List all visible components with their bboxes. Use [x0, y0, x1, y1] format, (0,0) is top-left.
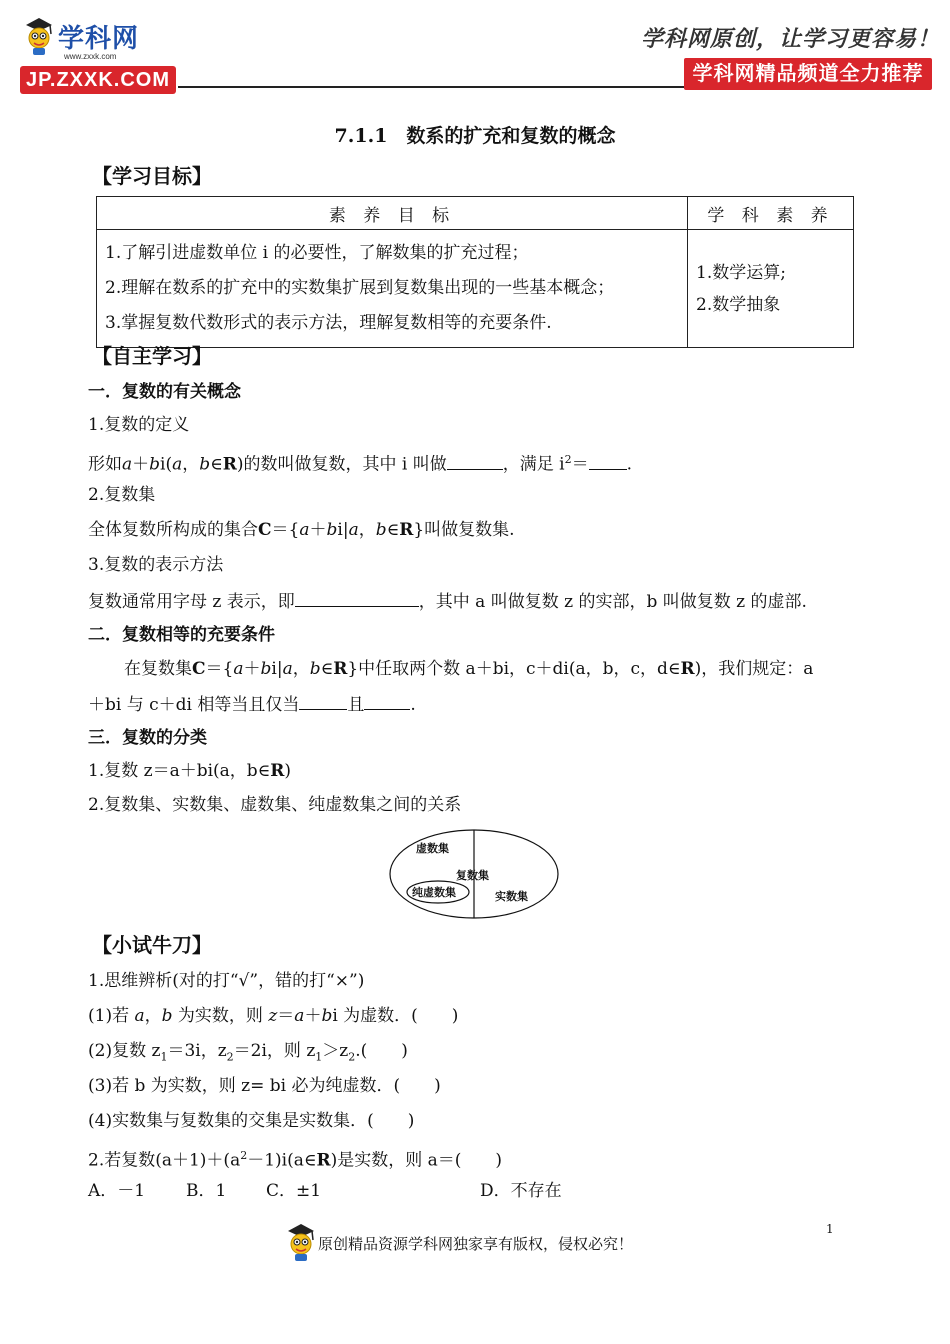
footer-mascot-icon: [284, 1222, 318, 1262]
copyright-notice: 原创精品资源学科网独家享有版权，侵权必究！: [318, 1235, 634, 1253]
goals-col-header: 素 养 目 标: [97, 197, 688, 230]
subsection-heading: 1.复数的定义: [88, 415, 190, 435]
header-rule: [178, 86, 688, 88]
logo-url: www.zxxk.com: [64, 52, 117, 61]
slogan: 学科网原创，让学习更容易！: [640, 26, 940, 52]
logo-badge: JP.ZXXK.COM: [20, 66, 176, 94]
goals-cell: [97, 230, 688, 348]
goal-item: 1.了解引进虚数单位 i 的必要性，了解数集的扩充过程；: [105, 243, 529, 263]
goal-item: 2.理解在数系的扩充中的实数集扩展到复数集出现的一些基本概念；: [105, 278, 615, 298]
option-d[interactable]: D．不存在: [480, 1181, 562, 1201]
subsection-heading: 3.复数的表示方法: [88, 555, 224, 575]
fill-blank[interactable]: [364, 691, 410, 710]
mascot-icon: [22, 16, 56, 56]
classification-line: 1.复数 z＝a＋bi(a，b∈R): [88, 761, 292, 781]
fill-blank[interactable]: [589, 451, 627, 470]
study-heading: 【自主学习】: [92, 344, 212, 368]
question-1-2: (2)复数 $z_1=3i$，$z_2=2i$，则 $z_1>z_2$.( ): [88, 1041, 408, 1064]
fill-blank[interactable]: [447, 451, 503, 470]
fill-blank[interactable]: [299, 691, 347, 710]
imaginary-set-label: 虚数集: [416, 842, 449, 855]
literacy-item: 2.数学抽象: [696, 294, 781, 315]
section-heading: 一．复数的有关概念: [88, 382, 241, 402]
logo-name: 学科网: [58, 23, 140, 53]
question-1-1: (1)若 a，b 为实数，则 z＝a＋bi 为虚数．( ): [88, 1006, 459, 1026]
goals-table: [96, 196, 854, 348]
question-1: 1.思维辨析(对的打“√”，错的打“×”): [88, 971, 365, 991]
section-heading: 二．复数相等的充要条件: [88, 625, 275, 645]
section-heading: 三．复数的分类: [88, 728, 207, 748]
equality-line: 在复数集C＝{a＋bi|a，b∈R}中任取两个数 a＋bi，c＋di(a，b，c，d∈R)，我们规定：a: [124, 659, 814, 679]
page-title: 7.1.1 数系的扩充和复数的概念: [334, 125, 616, 147]
fill-blank[interactable]: [295, 588, 419, 607]
real-set-label: 实数集: [495, 890, 528, 903]
goal-item: 3.掌握复数代数形式的表示方法，理解复数相等的充要条件.: [105, 313, 552, 333]
channel-badge: 学科网精品频道全力推荐: [684, 58, 932, 90]
goals-heading: 【学习目标】: [92, 164, 212, 188]
page-number: 1: [826, 1222, 834, 1236]
relation-line: 2.复数集、实数集、虚数集、纯虚数集之间的关系: [88, 795, 462, 815]
literacy-cell: [688, 230, 854, 348]
complex-set-label: 复数集: [456, 869, 489, 882]
literacy-item: 1.数学运算;: [696, 262, 786, 283]
representation-line: 复数通常用字母 z 表示，即 ，其中 a 叫做复数 z 的实部，b 叫做复数 z 的虚部.: [88, 588, 807, 614]
subsection-heading: 2.复数集: [88, 485, 156, 505]
option-c[interactable]: C．±1: [266, 1181, 322, 1201]
literacy-col-header: 学 科 素 养: [688, 197, 854, 230]
question-2: 2.若复数$(a+1)+(a^2-1)i(a\in R)$是实数，则 a＝( ): [88, 1149, 503, 1171]
equality-line-cont: ＋bi 与 c＋di 相等当且仅当 且 .: [88, 691, 416, 717]
option-b[interactable]: B．1: [186, 1181, 227, 1201]
complex-set-line: 全体复数所构成的集合C＝{a＋bi|a，b∈R}叫做复数集.: [88, 520, 515, 540]
practice-heading: 【小试牛刀】: [92, 933, 212, 957]
question-1-3: (3)若 b 为实数，则 z= bi 必为纯虚数．( ): [88, 1076, 441, 1096]
option-a[interactable]: A．－1: [88, 1181, 146, 1201]
question-1-4: (4)实数集与复数集的交集是实数集．( ): [88, 1111, 415, 1131]
definition-line: 形如a＋bi(a，b∈R)的数叫做复数，其中 i 叫做 ，满足 $i^2=$ .: [88, 448, 632, 477]
pure-set-label: 纯虚数集: [412, 886, 456, 899]
number-set-diagram: [388, 828, 560, 920]
site-logo[interactable]: [20, 14, 180, 96]
